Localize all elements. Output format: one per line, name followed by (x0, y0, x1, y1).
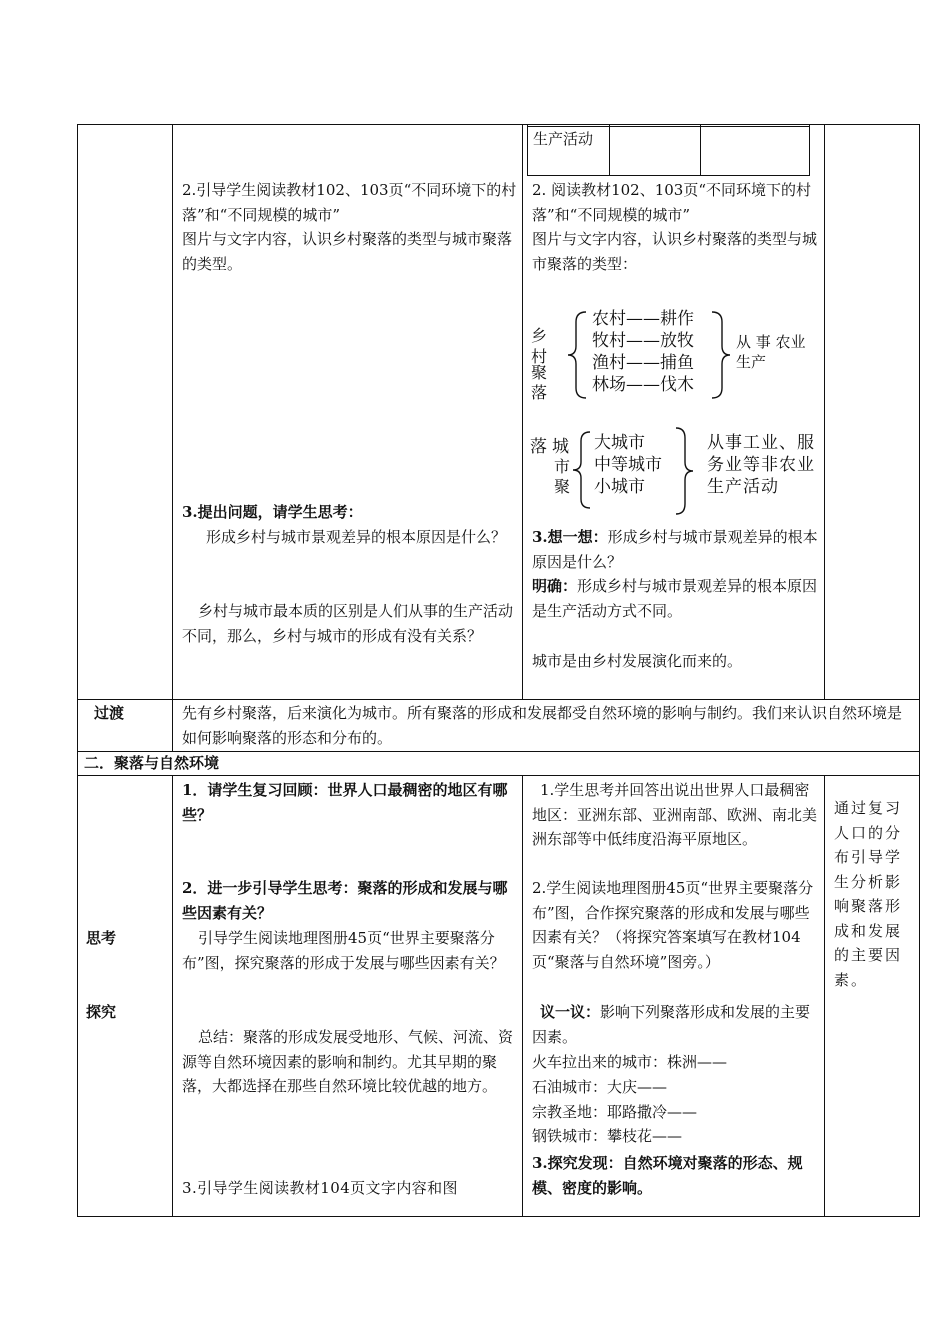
teacher-item3-q1: 形成乡村与城市景观差异的根本原因是什么？ (206, 528, 507, 546)
explore-teacher-q2: 2．进一步引导学生思考：聚落的形成和发展与哪些因素有关？ (182, 879, 508, 922)
inner-table-cell-text: 生产活动 (533, 130, 594, 148)
col-divider-1 (172, 124, 173, 700)
student-conclusion: 城市是由乡村发展演化而来的。 (532, 652, 743, 670)
student-item2-cont: 图片与文字内容，认识乡村聚落的类型与城市聚落的类型： (532, 230, 818, 273)
teacher-item3-title: 3.提出问题，请学生思考： (182, 503, 363, 521)
answer-text: 形成乡村与城市景观差异的根本原因是生产活动方式不同。 (532, 577, 818, 620)
think-text: 形成乡村与城市景观差异的根本原因是什么？ (532, 528, 818, 571)
col-divider-1b (172, 699, 173, 752)
transition-label: 过渡 (94, 704, 125, 722)
inner-table-bottom (527, 175, 810, 176)
explore-teacher-q3: 3.引导学生阅读教材104页文字内容和图 (182, 1179, 458, 1197)
table-left-border (77, 124, 78, 1217)
explore-teacher-summary: 总结：聚落的形成发展受地形、气候、河流、资源等自然环境因素的影响和制约。尤其早期的聚落，大都选择在那些自然环境比较优越的地方。 (182, 1028, 514, 1095)
rural-note: 从 事 农业生产 (736, 333, 806, 371)
urban-right-brace (672, 426, 696, 516)
row-divider-transition-top (77, 699, 920, 700)
transition-text: 先有乡村聚落，后来演化为城市。所有聚落的形成和发展都受自然环境的影响与制约。我们来认识自然环境是如何影响聚落的形态和分布的。 (182, 704, 903, 747)
teacher-item3-q2: 乡村与城市最本质的区别是人们从事的生产活动不同，那么，乡村与城市的形成有没有关系？ (182, 602, 514, 645)
urban-item: 小城市 (594, 477, 645, 497)
answer-label: 明确： (532, 577, 578, 595)
rural-label-char: 乡 (530, 326, 547, 345)
urban-item: 大城市 (594, 433, 645, 453)
urban-label-a: 落 (530, 437, 547, 457)
urban-item: 中等城市 (594, 455, 662, 475)
rural-left-brace (566, 310, 590, 400)
inner-table-col2 (700, 124, 701, 176)
explore-city-3: 宗教圣地：耶路撒冷—— (532, 1103, 698, 1121)
explore-teacher-q2-text: 引导学生阅读地理图册45页“世界主要聚落分布”图，探究聚落的形成于发展与哪些因素有关？ (182, 929, 505, 972)
rural-right-brace (708, 310, 732, 400)
rural-item: 农村——耕作 (592, 309, 694, 329)
explore-student-a1: 1.学生思考并回答出说出世界人口最稠密地区：亚洲东部、亚洲南部、欧洲、南北美洲东部等中低纬度沿海平原地区。 (532, 781, 818, 848)
rural-item: 林场——伐木 (592, 375, 694, 395)
section2-title: 二．聚落与自然环境 (84, 754, 220, 772)
explore-city-1: 火车拉出来的城市：株洲—— (532, 1053, 728, 1071)
explore-student-a2: 2.学生阅读地理图册45页“世界主要聚落分布”图，合作探究聚落的形成和发展与哪些因素有关？（将探究答案填写在教材104页“聚落与自然环境”图旁。） (532, 879, 814, 971)
teacher-item2-cont: 图片与文字内容，认识乡村聚落的类型与城市聚落的类型。 (182, 230, 513, 273)
explore-teacher-q1: 1．请学生复习回顾：世界人口最稠密的地区有哪些？ (182, 781, 508, 824)
col-divider-3b (824, 775, 825, 1217)
col-divider-2b (522, 775, 523, 1217)
col-divider-1c (172, 775, 173, 1217)
inner-table-col1 (609, 124, 610, 176)
student-answer (532, 574, 820, 623)
explore-student-discuss (532, 1000, 820, 1049)
table-right-border (919, 124, 920, 1217)
discuss-label: 议一议： (540, 1003, 601, 1021)
urban-label-c1: 市 (553, 457, 570, 476)
explore-city-4: 钢铁城市：攀枝花—— (532, 1127, 683, 1145)
col-divider-3 (824, 124, 825, 700)
student-think (532, 525, 820, 574)
inner-table-right (809, 124, 810, 176)
col-divider-2 (522, 124, 523, 700)
explore-label-explore: 探究 (86, 1003, 117, 1021)
urban-left-brace (570, 430, 594, 510)
teacher-item2: 2.引导学生阅读教材102、103页“不同环境下的村落”和“不同规模的城市” (182, 181, 517, 224)
inner-table-left (527, 124, 528, 176)
explore-label-think: 思考 (86, 929, 117, 947)
think-label: 3.想一想： (532, 528, 608, 546)
explore-student-find: 3.探究发现：自然环境对聚落的形态、规模、密度的影响。 (532, 1154, 803, 1197)
urban-label-c2: 聚 (553, 477, 570, 496)
table-bottom-border (77, 1216, 920, 1217)
rural-item: 渔村——捕鱼 (592, 353, 694, 373)
rural-item: 牧村——放牧 (592, 331, 694, 351)
urban-label-b: 城 (552, 437, 569, 457)
student-item2: 2. 阅读教材102、103页“不同环境下的村落”和“不同规模的城市” (532, 181, 812, 224)
rural-label-char: 聚 (530, 363, 547, 382)
rural-label-char: 村 (530, 347, 547, 366)
table-top-border (77, 124, 920, 125)
rural-label-char: 落 (530, 383, 547, 402)
discuss-text: 影响下列聚落形成和发展的主要因素。 (532, 1003, 811, 1046)
explore-city-2: 石油城市：大庆—— (532, 1078, 668, 1096)
urban-note: 从事工业、服务业等非农业生产活动 (707, 433, 815, 497)
explore-note: 通过复习人口的分布引导学生分析影响聚落形成和发展的主要因素。 (834, 799, 903, 989)
